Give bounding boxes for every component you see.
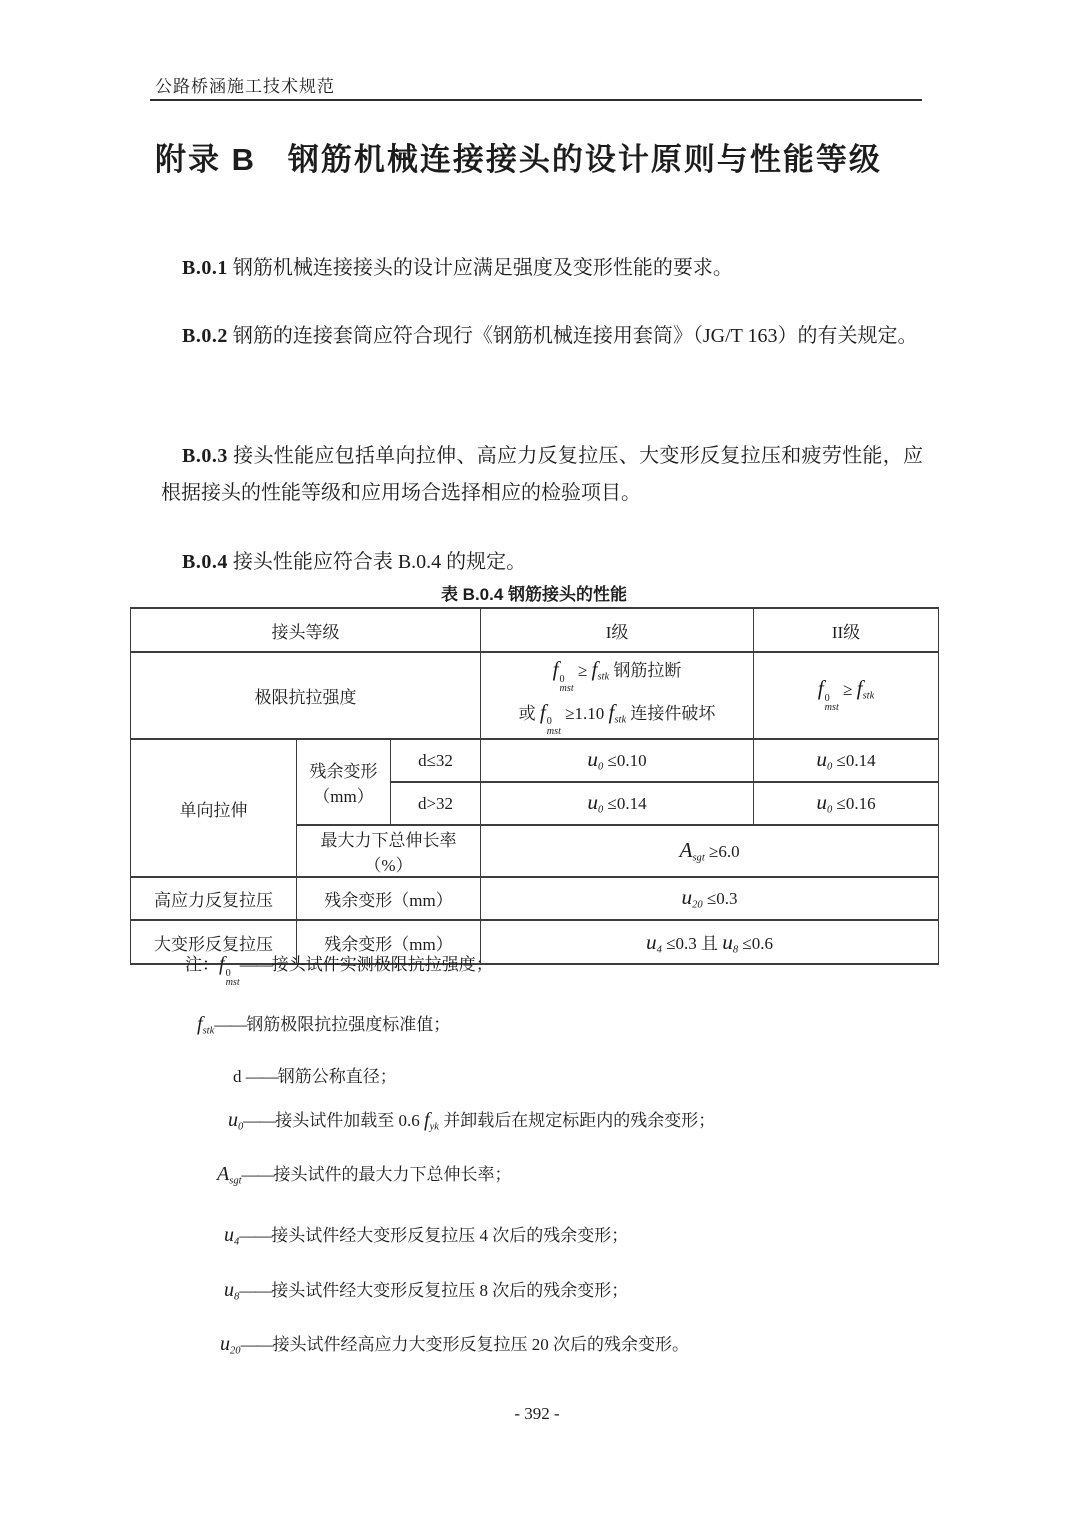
clause-b04-number: B.0.4 (182, 551, 228, 573)
note-u4 (224, 1221, 628, 1248)
u0-grade2-large-cell: $u_0 \le 0.16$ (754, 782, 939, 825)
note-fstk-desc: 钢筋极限抗拉强度标准值； (246, 1015, 451, 1034)
table-header-row (131, 608, 939, 652)
note-d-desc: 钢筋公称直径； (277, 1067, 397, 1086)
large-deformation-value-cell: $u_4 \le 0.3$ 且 $u_8 \le 0.6$ (481, 920, 939, 964)
note-u20-symbol: $u_{20}$ (220, 1333, 241, 1357)
page-number: - 392 - (514, 1404, 560, 1423)
large-deformation-residual-cell: 残余变形（mm） (297, 920, 481, 964)
note-u8 (224, 1276, 628, 1303)
note-u0-symbol: $u_0$ (228, 1109, 244, 1133)
note-dash: —— (245, 1067, 278, 1086)
table-caption: 表 B.0.4 钢筋接头的性能 (440, 585, 628, 604)
strength-grade1-line2: 或 f 0 mst ≥1.10 $f_{stk}$ 连接件破坏 (518, 699, 716, 737)
note-d (233, 1062, 397, 1087)
elongation-label-cell: 最大力下总伸长率（%） (297, 825, 481, 877)
note-fstk-symbol: $f_{stk}$ (197, 1013, 215, 1037)
high-stress-value-cell: $u_{20} \le 0.3$ (481, 877, 939, 920)
clause-b03-text: 接头性能应包括单向拉伸、高应力反复拉压、大变形反复拉压和疲劳性能，应根据接头的性能等级和应用场合选择相应的检验项目。 (161, 445, 924, 504)
high-stress-row (131, 877, 939, 920)
clause-b04-text: 接头性能应符合表 B.0.4 的规定。 (232, 551, 527, 573)
elongation-value-cell: $A_{sgt} \ge 6.0$ (481, 825, 939, 877)
note-fstk (197, 1010, 450, 1037)
d-small-cell: d≤32 (391, 739, 481, 782)
grade2-header-cell: II级 (754, 608, 939, 652)
appendix-title: 附录 B 钢筋机械连接接头的设计原则与性能等级 (155, 142, 882, 177)
note-dash: —— (239, 1226, 272, 1245)
note-dash: —— (243, 1111, 276, 1130)
u0-grade1-large-cell: $u_0 \le 0.14$ (481, 782, 754, 825)
note-u4-symbol: $u_4$ (224, 1224, 240, 1248)
strength-grade2-cell: f 0 mst ≥ $f_{stk}$ (754, 652, 939, 739)
note-dash: —— (239, 955, 272, 974)
note-u4-desc: 接头试件经大变形反复拉压 4 次后的残余变形； (271, 1226, 629, 1245)
note-u0 (228, 1106, 715, 1133)
note-u8-desc: 接头试件经大变形反复拉压 8 次后的残余变形； (271, 1281, 629, 1300)
uniaxial-row-small-d (131, 739, 939, 782)
clause-b04 (161, 544, 923, 581)
clause-b03-number: B.0.3 (182, 445, 228, 467)
note-asgt-desc: 接头试件的最大力下总伸长率； (273, 1165, 512, 1184)
high-stress-label-cell: 高应力反复拉压 (131, 877, 297, 920)
note-fmst-desc: 接头试件实测极限抗拉强度； (271, 955, 493, 974)
clause-b01 (161, 250, 923, 287)
grade-header-cell: 接头等级 (131, 608, 481, 652)
note-asgt (217, 1160, 512, 1187)
strength-grade1-line1: f 0 mst ≥ $f_{stk}$ 钢筋拉断 (552, 657, 682, 695)
note-fmst-symbol: f 0 mst (219, 953, 240, 989)
d-large-cell: d>32 (391, 782, 481, 825)
uniaxial-label-cell: 单向拉伸 (131, 739, 297, 877)
note-u8-symbol: $u_8$ (224, 1279, 240, 1303)
note-d-symbol: d (233, 1067, 242, 1086)
residual-label-cell (297, 739, 391, 825)
high-stress-residual-cell: 残余变形（mm） (297, 877, 481, 920)
note-fmst (185, 950, 493, 988)
clause-b02-number: B.0.2 (182, 325, 228, 347)
note-dash: —— (239, 1281, 272, 1300)
header-rule (150, 99, 922, 101)
clause-b03 (161, 438, 923, 512)
clause-b01-number: B.0.1 (182, 257, 228, 279)
running-header: 公路桥涵施工技术规范 (155, 77, 335, 96)
u0-grade2-small-cell: $u_0 \le 0.14$ (754, 739, 939, 782)
strength-row (131, 652, 939, 739)
large-deformation-label-cell: 大变形反复拉压 (131, 920, 297, 964)
note-dash: —— (214, 1015, 247, 1034)
grade1-header-cell: I级 (481, 608, 754, 652)
note-u20-desc: 接头试件经高应力大变形反复拉压 20 次后的残余变形。 (272, 1335, 690, 1354)
clause-b02 (161, 318, 923, 355)
strength-grade1-cell (481, 652, 754, 739)
u0-grade1-small-cell: $u_0 \le 0.10$ (481, 739, 754, 782)
residual-label-line1: 残余变形 (309, 762, 378, 782)
performance-table (130, 607, 939, 965)
residual-label-line2: （mm） (313, 787, 374, 807)
clause-b01-text: 钢筋机械连接接头的设计应满足强度及变形性能的要求。 (232, 257, 733, 279)
clause-b02-text: 钢筋的连接套筒应符合现行《钢筋机械连接用套筒》（JG/T 163）的有关规定。 (232, 325, 918, 347)
note-dash: —— (241, 1165, 274, 1184)
note-u0-desc: 接头试件加载至 0.6 $f_{yk}$ 并卸载后在规定标距内的残余变形； (275, 1109, 716, 1133)
note-prefix: 注： (185, 955, 219, 974)
note-asgt-symbol: $A_{sgt}$ (217, 1163, 242, 1187)
note-dash: —— (240, 1335, 273, 1354)
note-u20 (220, 1330, 689, 1357)
strength-label-cell: 极限抗拉强度 (131, 652, 481, 739)
